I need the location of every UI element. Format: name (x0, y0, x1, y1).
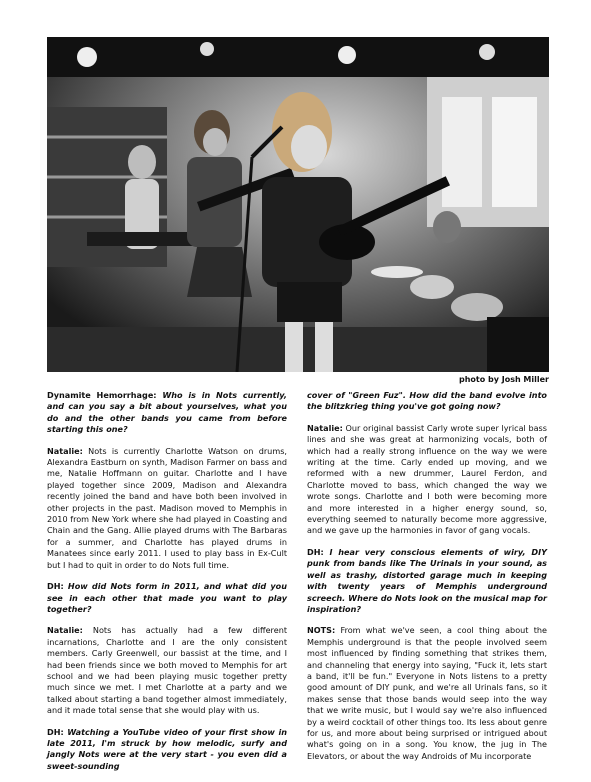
paragraph: cover of "Green Fuz". How did the band evolve into the blitzkrieg thing you've got going now? (307, 390, 547, 412)
paragraph: DH: I hear very conscious elements of wiry, DIY punk from bands like The Urinals in your sound, as well as trashy, distorted garage much in keeping with twenty years of Memphis underground screech. Where do Nots look on the musical map for inspiration? (307, 546, 547, 614)
paragraph: Natalie: Nots has actually had a few different incarnations, Charlotte and I are the only consistent members. Carly Greenwell, our bassist at the time, and I had been friends since we both moved to Memphis for art school and we had been playing music together pretty much since we met. I met Charlotte at a party and we talked about starting a band together almost immediately, and it made total sense that she would play with us. (47, 625, 287, 716)
right-column (307, 390, 547, 772)
band-photo (47, 37, 549, 372)
photo-credit: photo by Josh Miller (458, 375, 549, 384)
paragraph: DH: How did Nots form in 2011, and what did you see in each other that made you want to play together? (47, 581, 287, 614)
paragraph: Dynamite Hemorrhage: Who is in Nots currently, and can you say a bit about yourselves, what you do and the other bands you came from before starting this one? (47, 390, 287, 435)
paragraph: Natalie: Nots is currently Charlotte Watson on drums, Alexandra Eastburn on synth, Madison Farmer on bass and me, Natalie Hoffmann on guitar. Charlotte and I have played together since 2009, Madison and Alexandra recently joined the band and have both been involved in other projects in the past. Madison moved to Memphis in 2010 from New York where she had played in Coasting and Chain and the Gang. Allie played drums with The Barbaras for a summer, and Charlotte has played drums in Manatees since early 2011. I used to play bass in Ex-Cult but I had to quit in order to do Nots full time. (47, 445, 287, 570)
left-column (47, 390, 287, 782)
paragraph: DH: Watching a YouTube video of your first show in late 2011, I'm struck by how melodic, surfy and jangly Nots were at the very start - you even did a sweet-sounding (47, 726, 287, 771)
paragraph: NOTS: From what we've seen, a cool thing about the Memphis underground is that the people involved seem most influenced by finding something that strikes them, and channeling that energy into saying, "Fuck it, lets start a band, it'll be fun." Everyone in Nots listens to a pretty good amount of DIY punk, and we're all Urinals fans, so it makes sense that those bands would seep into the way that we write music, but I would say we're also influenced by a weird cocktail of other things too. Its less about genre for us, and more about being surprised or intrigued about what's going on in a song. You know, the jug in The Elevators, or about the way Androids of Mu incorporate (307, 625, 547, 761)
paragraph: Natalie: Our original bassist Carly wrote super lyrical bass lines and she was great at harmonizing vocals, both of which had a really strong influence on the way we were writing at the time. Carly ended up moving, and we reformed with a new drummer, Laurel Ferdon, and Charlotte moved to bass, which changed the way we wrote songs. Charlotte and I both were becoming more and more interested in a higher energy sound, so, everything seemed to naturally become more aggressive, and we gave up the harmonies in favor of gang vocals. (307, 422, 547, 536)
